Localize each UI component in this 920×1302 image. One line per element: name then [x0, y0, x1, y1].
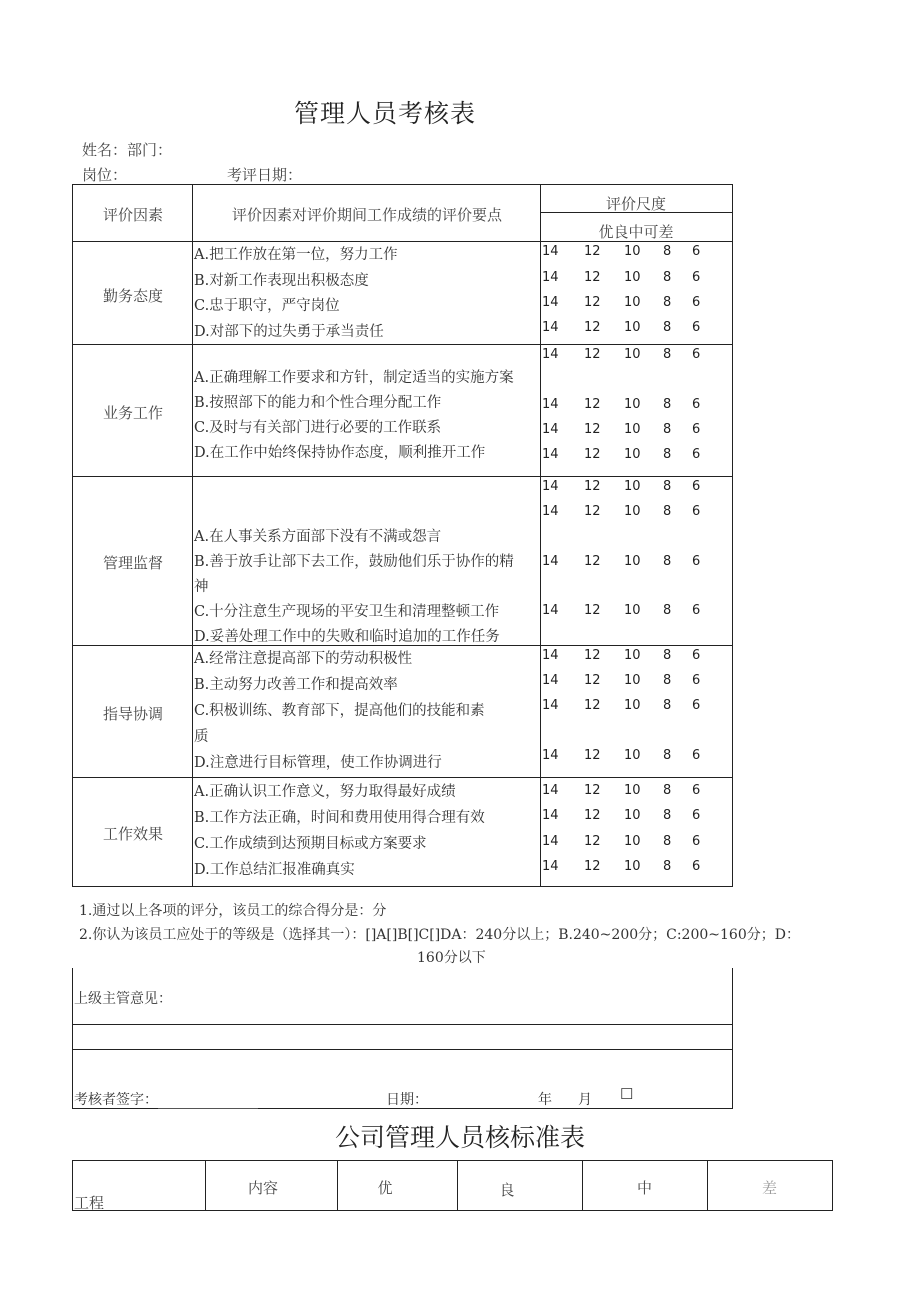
score-option[interactable]: 6 [692, 270, 701, 285]
category-label: 管理监督 [102, 554, 163, 572]
checkbox-icon[interactable]: ☐ [620, 1085, 634, 1103]
score-option[interactable]: 14 [542, 783, 559, 798]
position-field[interactable] [127, 168, 227, 185]
criterion-item: D.妥善处理工作中的失败和临时追加的工作任务 [194, 629, 500, 645]
score-option[interactable]: 8 [663, 479, 672, 494]
criterion-item: B.主动努力改善工作和提高效率 [194, 677, 398, 693]
criterion-item: 质 [194, 729, 209, 745]
supervisor-opinion-label: 上级主管意见： [74, 991, 172, 1007]
header-good: 良 [499, 1181, 515, 1199]
score-option[interactable]: 6 [692, 320, 701, 335]
page-title: 管理人员考核表 [293, 99, 476, 128]
score-option[interactable]: 14 [542, 504, 559, 519]
criterion-item: B.对新工作表现出积极态度 [194, 273, 369, 289]
score-option[interactable]: 6 [692, 422, 701, 437]
score-option[interactable]: 12 [584, 673, 601, 688]
score-option[interactable]: 14 [542, 295, 559, 310]
header-medium: 中 [636, 1179, 652, 1197]
score-option[interactable]: 8 [663, 859, 672, 874]
criterion-item: B.按照部下的能力和个性合理分配工作 [194, 395, 442, 411]
score-option[interactable]: 12 [584, 783, 601, 798]
score-option[interactable]: 14 [542, 270, 559, 285]
score-option[interactable]: 8 [663, 554, 672, 569]
score-option[interactable]: 12 [584, 244, 601, 259]
score-option[interactable]: 12 [584, 320, 601, 335]
position-date-row [82, 164, 447, 185]
category-label: 指导协调 [102, 705, 163, 723]
grade-options-text: 2.你认为该员工应处于的等级是（选择其一）：[]A[]B[]C[]DA：240分以上；B.240~200分；C:200~160分；D： [79, 927, 800, 943]
score-option[interactable]: 14 [542, 447, 559, 462]
header-content: 内容 [247, 1179, 278, 1197]
score-option[interactable]: 6 [692, 808, 701, 823]
year-label: 年 [538, 1092, 552, 1108]
score-option[interactable]: 10 [624, 479, 641, 494]
month-label: 月 [578, 1092, 592, 1108]
score-option[interactable]: 6 [692, 447, 701, 462]
score-option[interactable]: 14 [542, 422, 559, 437]
score-option[interactable]: 6 [692, 698, 701, 713]
score-option[interactable]: 8 [663, 834, 672, 849]
score-option[interactable]: 14 [542, 698, 559, 713]
criterion-item: B.工作方法正确，时间和费用使用得合理有效 [194, 810, 485, 826]
score-option[interactable]: 14 [542, 648, 559, 663]
opinion-date-label: 日期： [386, 1092, 428, 1108]
score-option[interactable]: 14 [542, 479, 559, 494]
category-label: 业务工作 [102, 404, 163, 422]
score-option[interactable]: 12 [584, 270, 601, 285]
score-option[interactable]: 6 [692, 859, 701, 874]
score-option[interactable]: 8 [663, 648, 672, 663]
score-option[interactable]: 6 [692, 748, 701, 763]
signature-row [74, 1089, 258, 1109]
score-option[interactable]: 6 [692, 347, 701, 362]
score-option[interactable]: 6 [692, 479, 701, 494]
name-label: 姓名： [82, 141, 128, 159]
score-option[interactable]: 6 [692, 648, 701, 663]
score-option[interactable]: 10 [624, 397, 641, 412]
score-option[interactable]: 12 [584, 479, 601, 494]
score-option[interactable]: 12 [584, 603, 601, 618]
header-scale: 评价尺度 [605, 195, 666, 213]
score-option[interactable]: 10 [624, 698, 641, 713]
score-option[interactable]: 10 [624, 673, 641, 688]
score-option[interactable]: 12 [584, 397, 601, 412]
score-option[interactable]: 14 [542, 397, 559, 412]
score-option[interactable]: 14 [542, 808, 559, 823]
date-label: 考评日期： [227, 166, 303, 184]
score-option[interactable]: 8 [663, 397, 672, 412]
score-option[interactable]: 6 [692, 783, 701, 798]
score-option[interactable]: 6 [692, 673, 701, 688]
score-option[interactable]: 6 [692, 834, 701, 849]
header-points: 评价因素对评价期间工作成绩的评价要点 [231, 206, 502, 224]
date-field[interactable] [302, 168, 447, 185]
score-option[interactable]: 8 [663, 244, 672, 259]
criterion-item: C.积极训练、教育部下，提高他们的技能和素 [194, 703, 485, 719]
score-option[interactable]: 8 [663, 270, 672, 285]
criterion-item: C.十分注意生产现场的平安卫生和清理整顿工作 [194, 604, 500, 620]
score-option[interactable]: 12 [584, 808, 601, 823]
score-option[interactable]: 14 [542, 603, 559, 618]
score-option[interactable]: 12 [584, 447, 601, 462]
score-option[interactable]: 10 [624, 320, 641, 335]
score-option[interactable]: 8 [663, 504, 672, 519]
criterion-item: C.及时与有关部门进行必要的工作联系 [194, 420, 442, 436]
score-option[interactable]: 14 [542, 834, 559, 849]
score-option[interactable]: 12 [584, 859, 601, 874]
dept-label: 部门： [127, 141, 173, 159]
score-option[interactable]: 14 [542, 554, 559, 569]
score-option[interactable]: 14 [542, 673, 559, 688]
signature-label: 考核者签字： [74, 1092, 158, 1108]
score-option[interactable]: 8 [663, 673, 672, 688]
criterion-item: D.在工作中始终保持协作态度，顺利推开工作 [194, 445, 486, 461]
score-option[interactable]: 8 [663, 320, 672, 335]
standard-table-title: 公司管理人员核标准表 [334, 1123, 585, 1152]
score-option[interactable]: 8 [663, 347, 672, 362]
score-option[interactable]: 6 [692, 504, 701, 519]
score-option[interactable]: 12 [584, 504, 601, 519]
criterion-item: B.善于放手让部下去工作，鼓励他们乐于协作的精 [194, 554, 514, 570]
score-option[interactable]: 8 [663, 783, 672, 798]
category-label: 勤务态度 [102, 287, 163, 305]
criterion-item: A.正确理解工作要求和方针，制定适当的实施方案 [194, 370, 514, 386]
score-option[interactable]: 12 [584, 295, 601, 310]
score-option[interactable]: 10 [624, 244, 641, 259]
criterion-item: D.对部下的过失勇于承当责任 [194, 324, 384, 340]
grade-options-continued: 160分以下 [417, 950, 486, 966]
score-summary-note: 1.通过以上各项的评分，该员工的综合得分是：分 [79, 903, 387, 919]
criterion-item: A.正确认识工作意义，努力取得最好成绩 [194, 784, 456, 800]
score-option[interactable]: 14 [542, 347, 559, 362]
name-dept-row [82, 139, 172, 160]
score-option[interactable]: 12 [584, 748, 601, 763]
score-option[interactable]: 14 [542, 244, 559, 259]
score-option[interactable]: 8 [663, 603, 672, 618]
score-option[interactable]: 10 [624, 603, 641, 618]
score-option[interactable]: 12 [584, 347, 601, 362]
score-option[interactable]: 10 [624, 808, 641, 823]
score-option[interactable]: 6 [692, 603, 701, 618]
header-scale-sub: 优良中可差 [598, 223, 674, 241]
grade-selection-note [79, 924, 800, 944]
score-option[interactable]: 8 [663, 698, 672, 713]
signature-field[interactable] [158, 1092, 258, 1109]
header-excellent: 优 [377, 1179, 393, 1197]
score-option[interactable]: 8 [663, 447, 672, 462]
score-option[interactable]: 12 [584, 648, 601, 663]
score-option[interactable]: 6 [692, 397, 701, 412]
category-label: 工作效果 [102, 825, 163, 843]
criterion-item: A.经常注意提高部下的劳动积极性 [194, 651, 413, 667]
score-option[interactable]: 12 [584, 834, 601, 849]
header-factor: 评价因素 [102, 206, 163, 224]
criterion-item: D.注意进行目标管理，使工作协调进行 [194, 755, 442, 771]
score-option[interactable]: 8 [663, 748, 672, 763]
score-option[interactable]: 10 [624, 447, 641, 462]
score-option[interactable]: 8 [663, 422, 672, 437]
score-option[interactable]: 12 [584, 554, 601, 569]
score-option[interactable]: 14 [542, 320, 559, 335]
score-option[interactable]: 10 [624, 648, 641, 663]
score-option[interactable]: 10 [624, 504, 641, 519]
score-option[interactable]: 10 [624, 554, 641, 569]
score-option[interactable]: 8 [663, 295, 672, 310]
score-option[interactable]: 12 [584, 422, 601, 437]
criterion-item: D.工作总结汇报准确真实 [194, 862, 355, 878]
score-option[interactable]: 14 [542, 859, 559, 874]
score-option[interactable]: 6 [692, 244, 701, 259]
score-option[interactable]: 10 [624, 347, 641, 362]
score-option[interactable]: 10 [624, 270, 641, 285]
score-option[interactable]: 10 [624, 859, 641, 874]
score-option[interactable]: 8 [663, 808, 672, 823]
score-option[interactable]: 12 [584, 698, 601, 713]
criterion-item: 神 [194, 579, 209, 595]
criterion-item: C.忠于职守，严守岗位 [194, 298, 340, 314]
criterion-item: A.在人事关系方面部下没有不满或怨言 [194, 529, 442, 545]
score-option[interactable]: 14 [542, 748, 559, 763]
position-label: 岗位： [82, 166, 128, 184]
header-poor: 差 [761, 1179, 777, 1197]
score-option[interactable]: 10 [624, 834, 641, 849]
score-option[interactable]: 10 [624, 783, 641, 798]
score-option[interactable]: 10 [624, 295, 641, 310]
score-option[interactable]: 10 [624, 748, 641, 763]
criterion-item: A.把工作放在第一位，努力工作 [194, 247, 398, 263]
criterion-item: C.工作成绩到达预期目标或方案要求 [194, 836, 427, 852]
score-option[interactable]: 6 [692, 295, 701, 310]
score-option[interactable]: 10 [624, 422, 641, 437]
score-option[interactable]: 6 [692, 554, 701, 569]
header-project: 工程 [74, 1194, 105, 1212]
